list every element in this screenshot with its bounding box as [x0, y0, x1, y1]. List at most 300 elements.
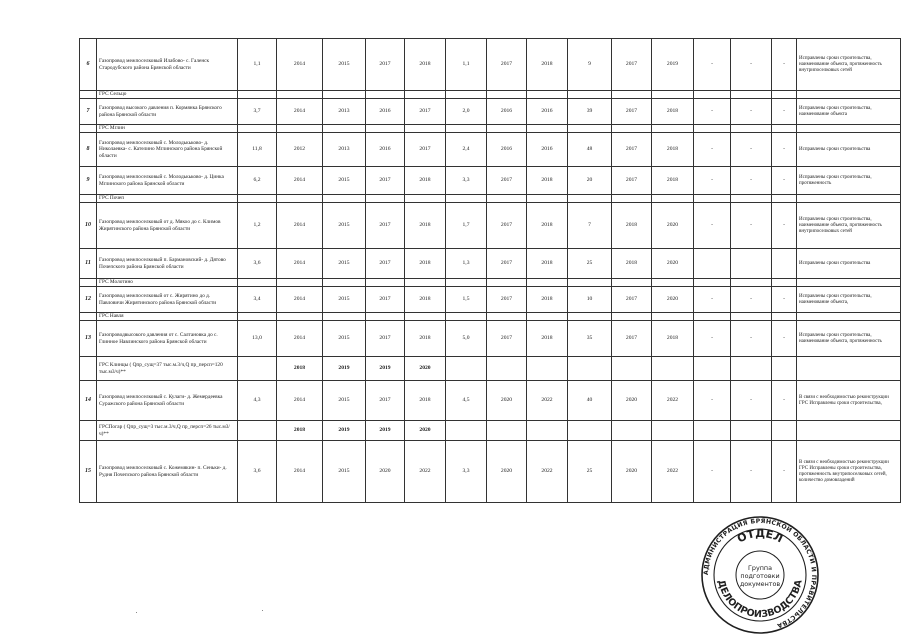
- group-name-cell: ГРС Сельцо: [97, 91, 238, 99]
- year-cell: 2016: [527, 99, 568, 125]
- year-cell: 2018: [527, 321, 568, 357]
- empty-cell: [405, 195, 446, 203]
- year-cell: 2014: [277, 381, 323, 421]
- year-cell: 2020: [612, 441, 652, 503]
- count-cell: 25: [568, 441, 612, 503]
- pipeline-row: [80, 99, 901, 125]
- note-cell: Исправлены сроки строительства, наименование объекта, протяженность внутрипоселковых сетей: [797, 39, 901, 91]
- empty-cell: [238, 313, 277, 321]
- empty-cell: [568, 279, 612, 287]
- year-cell: 2013: [323, 99, 366, 125]
- year-cell: 2017: [612, 321, 652, 357]
- year-cell: 2020: [405, 357, 446, 381]
- empty-cell: [652, 421, 694, 441]
- year-cell: 2018: [405, 287, 446, 313]
- empty-cell: [487, 279, 527, 287]
- year-cell: 2015: [323, 321, 366, 357]
- empty-cell: [366, 279, 405, 287]
- object-name-cell: Газопровод межпоселковый с. Кожемякин- п. Сеньки- д. Рудня Почепского района Брянской области: [97, 441, 238, 503]
- dash-cell: -: [694, 133, 731, 167]
- dash-cell: -: [694, 321, 731, 357]
- length-cell: 3,6: [238, 441, 277, 503]
- length-cell: 4,5: [446, 381, 487, 421]
- group-name-cell: ГРС Мглин: [97, 125, 238, 133]
- year-cell: 2017: [612, 287, 652, 313]
- object-name-cell: Газопровод межпоселковый с. Молодькьково- д. Николаевка- с. Кателино Мглинского района Брянской области: [97, 133, 238, 167]
- year-cell: 2014: [277, 441, 323, 503]
- empty-cell: [277, 279, 323, 287]
- year-cell: 2017: [612, 133, 652, 167]
- row-number-cell: 6: [80, 39, 97, 91]
- empty-cell: [527, 421, 568, 441]
- length-cell: 3,6: [238, 249, 277, 279]
- count-cell: 7: [568, 203, 612, 249]
- empty-cell: [405, 279, 446, 287]
- empty-cell: [694, 313, 731, 321]
- pipeline-row: [80, 133, 901, 167]
- row-number-cell: 7: [80, 99, 97, 125]
- row-number-cell: 8: [80, 133, 97, 167]
- scan-speck: [136, 612, 137, 613]
- year-cell: 2018: [405, 321, 446, 357]
- empty-cell: [612, 313, 652, 321]
- empty-cell: [731, 195, 772, 203]
- empty-cell: [446, 125, 487, 133]
- year-cell: 2018: [612, 249, 652, 279]
- row-number-cell: 9: [80, 167, 97, 195]
- group-name-cell: ГРС Навля: [97, 313, 238, 321]
- stamp-outer-text: АДМИНИСТРАЦИЯ БРЯНСКОЙ ОБЛАСТИ И ПРАВИТЕЛЬСТВА: [702, 517, 818, 629]
- dash-cell: -: [772, 441, 797, 503]
- empty-cell: [323, 279, 366, 287]
- empty-cell: [612, 125, 652, 133]
- year-cell: 2017: [487, 39, 527, 91]
- group-name-cell: ГРС Почеп: [97, 195, 238, 203]
- row-number-cell: [80, 125, 97, 133]
- stamp-bottom-word: ДЕЛОПРОИЗВОДСТВА: [715, 578, 805, 621]
- empty-cell: [694, 125, 731, 133]
- group-name-cell: ГРС Молотино: [97, 279, 238, 287]
- row-number-cell: 12: [80, 287, 97, 313]
- row-number-cell: [80, 91, 97, 99]
- empty-cell: [612, 421, 652, 441]
- note-cell: Исправлены сроки строительства, наименование объекта, протяженность внутрипоселковых сетей: [797, 203, 901, 249]
- empty-cell: [487, 421, 527, 441]
- empty-cell: [797, 421, 901, 441]
- empty-cell: [568, 421, 612, 441]
- year-cell: 2018: [405, 381, 446, 421]
- object-name-cell: Газопровод межпоселковый от с. Жирятино до д. Павловичи Жирятинского района Брянской области: [97, 287, 238, 313]
- year-cell: 2016: [487, 133, 527, 167]
- object-name-cell: Газопровод межпоселковый с. Кулаги- д. Жемердеевка Суражского района Брянской области: [97, 381, 238, 421]
- count-cell: 40: [568, 381, 612, 421]
- empty-cell: [527, 357, 568, 381]
- year-cell: 2020: [405, 421, 446, 441]
- year-cell: 2019: [652, 39, 694, 91]
- empty-cell: [323, 125, 366, 133]
- length-cell: 3,4: [238, 287, 277, 313]
- length-cell: 1,5: [446, 287, 487, 313]
- dash-cell: -: [731, 99, 772, 125]
- year-cell: 2020: [652, 249, 694, 279]
- dash-cell: -: [694, 203, 731, 249]
- empty-cell: [731, 91, 772, 99]
- year-cell: 2017: [612, 39, 652, 91]
- year-cell: 2020: [366, 441, 405, 503]
- year-cell: 2014: [277, 39, 323, 91]
- dash-cell: -: [731, 441, 772, 503]
- note-cell: Исправлены сроки строительства, наименование объекта,: [797, 287, 901, 313]
- stamp-center-line-2: подготовки: [740, 572, 780, 580]
- empty-cell: [568, 91, 612, 99]
- length-cell: 1,1: [446, 39, 487, 91]
- empty-cell: [238, 125, 277, 133]
- empty-cell: [446, 357, 487, 381]
- dash-cell: -: [694, 167, 731, 195]
- object-name-cell: Газопровод межпоселковый Илабово- с. Галенск Стародубского района Брянской области: [97, 39, 238, 91]
- year-cell: 2020: [487, 441, 527, 503]
- empty-cell: [731, 421, 772, 441]
- year-cell: 2014: [277, 249, 323, 279]
- dash-cell: -: [694, 99, 731, 125]
- year-cell: 2020: [487, 381, 527, 421]
- year-cell: 2018: [405, 203, 446, 249]
- count-cell: 9: [568, 39, 612, 91]
- empty-cell: [694, 91, 731, 99]
- empty-cell: [405, 125, 446, 133]
- dash-cell: -: [731, 39, 772, 91]
- dash-cell: -: [772, 133, 797, 167]
- empty-cell: [487, 195, 527, 203]
- year-cell: 2018: [527, 203, 568, 249]
- row-number-cell: [80, 357, 97, 381]
- year-cell: 2015: [323, 167, 366, 195]
- empty-cell: [366, 91, 405, 99]
- length-cell: 1,3: [446, 249, 487, 279]
- year-cell: 2015: [323, 249, 366, 279]
- document-page: [79, 38, 889, 503]
- empty-cell: [652, 313, 694, 321]
- year-cell: 2017: [487, 203, 527, 249]
- empty-cell: [487, 357, 527, 381]
- empty-cell: [772, 125, 797, 133]
- year-cell: 2018: [652, 99, 694, 125]
- object-name-cell: Газопровод межпоселковый п. Бармановский- д. Дятово Почепского района Брянской области: [97, 249, 238, 279]
- dash-cell: -: [772, 203, 797, 249]
- dash-cell: -: [772, 99, 797, 125]
- empty-cell: [446, 279, 487, 287]
- length-cell: 1,2: [238, 203, 277, 249]
- empty-cell: [772, 91, 797, 99]
- year-cell: 2017: [366, 167, 405, 195]
- empty-cell: [797, 195, 901, 203]
- year-cell: 2017: [487, 287, 527, 313]
- length-cell: 11,8: [238, 133, 277, 167]
- year-cell: 2016: [366, 133, 405, 167]
- dash-cell: -: [772, 321, 797, 357]
- year-cell: 2022: [527, 441, 568, 503]
- note-cell: В связи с необходимостью реконструкции ГРС Исправлены сроки строительства, протяженность внутрипоселковых сетей, количество домовладений: [797, 441, 901, 503]
- year-cell: 2017: [366, 39, 405, 91]
- empty-cell: [277, 313, 323, 321]
- dash-cell: -: [694, 381, 731, 421]
- year-cell: 2017: [366, 381, 405, 421]
- empty-cell: [731, 357, 772, 381]
- length-cell: 3,7: [238, 99, 277, 125]
- dash-cell: -: [772, 287, 797, 313]
- pipeline-row: [80, 203, 901, 249]
- empty-cell: [527, 313, 568, 321]
- count-cell: 20: [568, 167, 612, 195]
- empty-cell: [238, 421, 277, 441]
- scan-speck: [262, 610, 263, 611]
- year-cell: 2014: [277, 99, 323, 125]
- year-cell: 2015: [323, 441, 366, 503]
- row-number-cell: [80, 195, 97, 203]
- empty-cell: [772, 195, 797, 203]
- year-cell: 2017: [366, 203, 405, 249]
- pipeline-row: [80, 321, 901, 357]
- pipeline-row: [80, 39, 901, 91]
- year-cell: 2015: [323, 381, 366, 421]
- row-number-cell: 15: [80, 441, 97, 503]
- empty-cell: [405, 313, 446, 321]
- gas-station-reconstruction-row: [80, 421, 901, 441]
- year-cell: 2018: [527, 167, 568, 195]
- year-cell: 2022: [652, 381, 694, 421]
- dash-cell: -: [731, 287, 772, 313]
- year-cell: 2022: [527, 381, 568, 421]
- note-cell: Исправлены сроки строительства: [797, 249, 901, 279]
- year-cell: 2016: [366, 99, 405, 125]
- count-cell: 25: [568, 249, 612, 279]
- year-cell: 2016: [487, 99, 527, 125]
- note-cell: Исправлены сроки строительства, наименование объекта, протяженность: [797, 321, 901, 357]
- row-number-cell: 13: [80, 321, 97, 357]
- year-cell: 2015: [323, 203, 366, 249]
- project-name-cell: ГРС Клинцы ( Qпр_сущ=37 тыс.м.3/ч,Q пр_персп=120 тыс.м3/ч)**: [97, 357, 238, 381]
- dash-cell: [772, 249, 797, 279]
- empty-cell: [797, 91, 901, 99]
- length-cell: 4,3: [238, 381, 277, 421]
- empty-cell: [731, 279, 772, 287]
- year-cell: 2018: [405, 167, 446, 195]
- row-number-cell: 11: [80, 249, 97, 279]
- length-cell: 2,0: [446, 99, 487, 125]
- empty-cell: [527, 195, 568, 203]
- year-cell: 2017: [487, 321, 527, 357]
- empty-cell: [527, 125, 568, 133]
- empty-cell: [772, 313, 797, 321]
- dash-cell: -: [772, 39, 797, 91]
- gas-station-group-row: [80, 91, 901, 99]
- year-cell: 2018: [527, 39, 568, 91]
- pipeline-row: [80, 381, 901, 421]
- count-cell: 39: [568, 99, 612, 125]
- year-cell: 2014: [277, 167, 323, 195]
- year-cell: 2013: [323, 133, 366, 167]
- empty-cell: [797, 313, 901, 321]
- year-cell: 2016: [527, 133, 568, 167]
- year-cell: 2018: [612, 203, 652, 249]
- year-cell: 2019: [323, 421, 366, 441]
- dash-cell: -: [731, 321, 772, 357]
- year-cell: 2017: [612, 99, 652, 125]
- year-cell: 2017: [366, 287, 405, 313]
- pipeline-row: [80, 441, 901, 503]
- dash-cell: -: [772, 167, 797, 195]
- empty-cell: [612, 195, 652, 203]
- object-name-cell: Газопроводвысокого давления от с. Салтановка до с. Глинное Навлинского района Брянской области: [97, 321, 238, 357]
- year-cell: 2018: [652, 133, 694, 167]
- empty-cell: [652, 125, 694, 133]
- dash-cell: -: [731, 167, 772, 195]
- year-cell: 2018: [405, 249, 446, 279]
- year-cell: 2018: [652, 167, 694, 195]
- gas-station-group-row: [80, 313, 901, 321]
- empty-cell: [277, 195, 323, 203]
- empty-cell: [797, 357, 901, 381]
- length-cell: 6,2: [238, 167, 277, 195]
- empty-cell: [694, 195, 731, 203]
- stamp-center-line-3: документов: [739, 580, 781, 588]
- pipeline-row: [80, 167, 901, 195]
- empty-cell: [652, 279, 694, 287]
- year-cell: 2022: [405, 441, 446, 503]
- dash-cell: -: [694, 39, 731, 91]
- empty-cell: [772, 421, 797, 441]
- note-cell: Исправлены сроки строительства, протяженность: [797, 167, 901, 195]
- object-name-cell: Газопровод межпоселковый от д. Мякоо до с. Климов Жирятинского района Брянской области: [97, 203, 238, 249]
- year-cell: 2018: [527, 249, 568, 279]
- note-cell: Исправлены сроки строительства: [797, 133, 901, 167]
- length-cell: 3,3: [446, 167, 487, 195]
- year-cell: 2019: [366, 357, 405, 381]
- year-cell: 2017: [366, 321, 405, 357]
- count-cell: 10: [568, 287, 612, 313]
- empty-cell: [277, 91, 323, 99]
- gas-station-reconstruction-row: [80, 357, 901, 381]
- empty-cell: [797, 125, 901, 133]
- empty-cell: [652, 357, 694, 381]
- dash-cell: -: [694, 287, 731, 313]
- year-cell: 2018: [277, 421, 323, 441]
- dash-cell: -: [731, 133, 772, 167]
- year-cell: 2018: [527, 287, 568, 313]
- year-cell: 2019: [366, 421, 405, 441]
- row-number-cell: 14: [80, 381, 97, 421]
- empty-cell: [772, 357, 797, 381]
- department-stamp: [700, 515, 820, 635]
- empty-cell: [323, 313, 366, 321]
- count-cell: 35: [568, 321, 612, 357]
- empty-cell: [694, 357, 731, 381]
- empty-cell: [487, 313, 527, 321]
- empty-cell: [652, 91, 694, 99]
- length-cell: 3,3: [446, 441, 487, 503]
- empty-cell: [731, 125, 772, 133]
- year-cell: 2020: [612, 381, 652, 421]
- year-cell: 2019: [323, 357, 366, 381]
- empty-cell: [446, 421, 487, 441]
- object-name-cell: Газопровод высокого давления п. Кормянка Брянского района Брянской области: [97, 99, 238, 125]
- empty-cell: [487, 91, 527, 99]
- count-cell: 48: [568, 133, 612, 167]
- empty-cell: [446, 195, 487, 203]
- empty-cell: [277, 125, 323, 133]
- empty-cell: [612, 357, 652, 381]
- empty-cell: [323, 195, 366, 203]
- note-cell: Исправлены сроки строительства, наименование объекта: [797, 99, 901, 125]
- empty-cell: [568, 357, 612, 381]
- year-cell: 2017: [487, 249, 527, 279]
- empty-cell: [446, 91, 487, 99]
- length-cell: 2,4: [446, 133, 487, 167]
- empty-cell: [694, 421, 731, 441]
- length-cell: 5,0: [446, 321, 487, 357]
- svg-text:ОТДЕЛ: [735, 527, 785, 545]
- year-cell: 2012: [277, 133, 323, 167]
- stamp-center-line-1: Группа: [747, 564, 773, 572]
- year-cell: 2018: [405, 39, 446, 91]
- empty-cell: [366, 313, 405, 321]
- empty-cell: [527, 91, 568, 99]
- year-cell: 2022: [652, 441, 694, 503]
- dash-cell: -: [731, 381, 772, 421]
- year-cell: 2014: [277, 321, 323, 357]
- length-cell: 1,7: [446, 203, 487, 249]
- gas-station-group-row: [80, 195, 901, 203]
- dash-cell: [694, 249, 731, 279]
- row-number-cell: [80, 313, 97, 321]
- empty-cell: [323, 91, 366, 99]
- empty-cell: [568, 125, 612, 133]
- empty-cell: [772, 279, 797, 287]
- empty-cell: [366, 195, 405, 203]
- dash-cell: -: [731, 203, 772, 249]
- year-cell: 2017: [405, 133, 446, 167]
- length-cell: 1,1: [238, 39, 277, 91]
- row-number-cell: 10: [80, 203, 97, 249]
- length-cell: 13,0: [238, 321, 277, 357]
- empty-cell: [366, 125, 405, 133]
- note-cell: В связи с необходимостью реконструкции ГРС Исправлены сроки строительства,: [797, 381, 901, 421]
- empty-cell: [612, 91, 652, 99]
- pipeline-row: [80, 287, 901, 313]
- row-number-cell: [80, 421, 97, 441]
- year-cell: 2018: [652, 321, 694, 357]
- gas-station-group-row: [80, 125, 901, 133]
- year-cell: 2017: [487, 167, 527, 195]
- year-cell: 2018: [277, 357, 323, 381]
- empty-cell: [238, 279, 277, 287]
- empty-cell: [405, 91, 446, 99]
- year-cell: 2017: [366, 249, 405, 279]
- empty-cell: [612, 279, 652, 287]
- project-name-cell: ГРСПогар ( Qпр_сущ=3 тыс.м.3/ч,Q пр_персп=26 тыс.м3/ч)**: [97, 421, 238, 441]
- empty-cell: [487, 125, 527, 133]
- gas-pipeline-schedule-table: [79, 38, 901, 503]
- year-cell: 2020: [652, 287, 694, 313]
- row-number-cell: [80, 279, 97, 287]
- empty-cell: [568, 195, 612, 203]
- empty-cell: [652, 195, 694, 203]
- empty-cell: [527, 279, 568, 287]
- empty-cell: [731, 313, 772, 321]
- gas-station-group-row: [80, 279, 901, 287]
- empty-cell: [446, 313, 487, 321]
- dash-cell: -: [694, 441, 731, 503]
